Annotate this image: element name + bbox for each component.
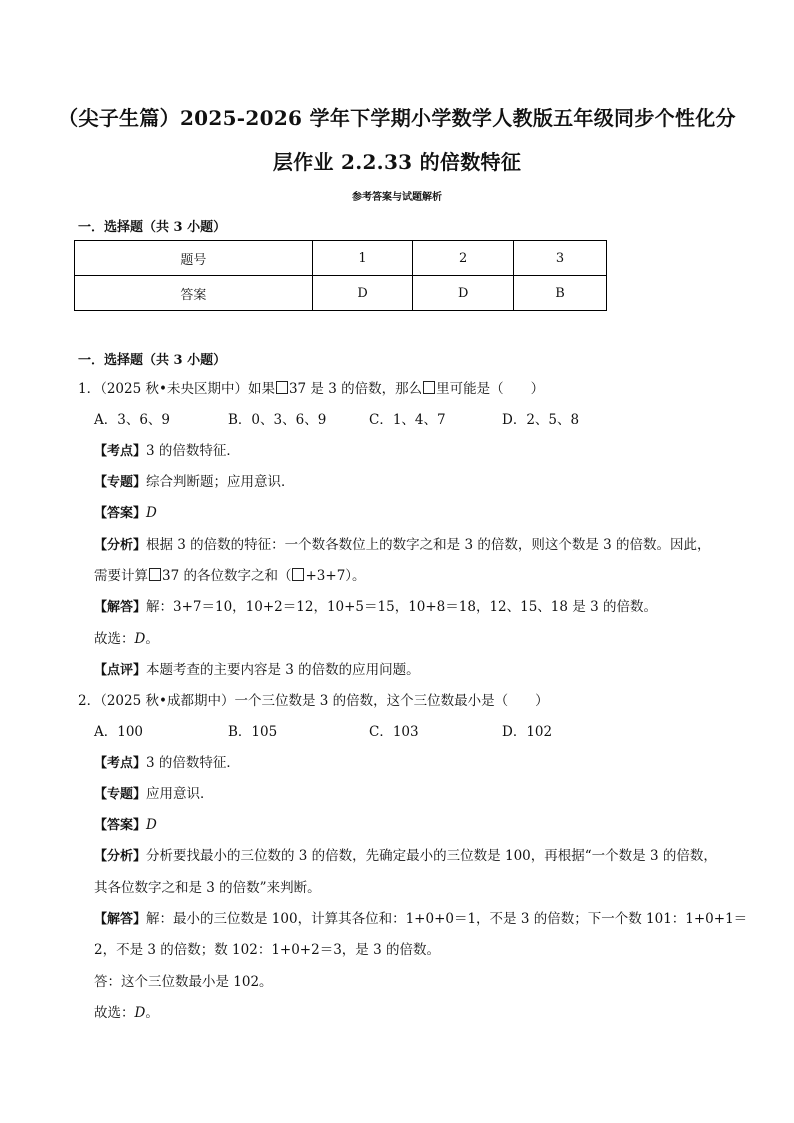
q1-dianping (94, 660, 420, 681)
q1-option-a: A．3、6、9 (94, 412, 171, 428)
blank-box-icon (276, 381, 288, 394)
answer-table-row-answer (75, 276, 607, 311)
q2-option-a: A．100 (94, 724, 144, 740)
q1-daan (94, 503, 157, 524)
q1-guxuan (94, 629, 159, 649)
q1-option-d: D．2、5、8 (502, 412, 580, 428)
q2-stem: 2．（2025 秋•成都期中）一个三位数是 3 的倍数，这个三位数最小是（ ） (78, 693, 549, 709)
q2-daan (94, 815, 157, 836)
daan-label: 【答案】 (94, 506, 147, 521)
kaodian-label: 【考点】 (94, 444, 147, 459)
guxuan-text: 故选： (94, 631, 135, 647)
zhuanti-text: 应用意识． (146, 786, 214, 802)
q1-stem-part: 37 是 3 的倍数，那么 (288, 381, 423, 397)
q2-fenxi-line1 (94, 846, 717, 867)
fenxi-label: 【分析】 (94, 538, 147, 553)
daan-label: 【答案】 (94, 818, 147, 833)
table-cell: D (312, 276, 413, 311)
q1-stem (78, 379, 544, 399)
table-cell: 1 (312, 241, 413, 276)
q2-da: 答：这个三位数最小是 102。 (94, 974, 273, 990)
zhuanti-label: 【专题】 (94, 475, 147, 490)
q1-fenxi-line2 (94, 566, 366, 586)
jieda-label: 【解答】 (94, 912, 147, 927)
daan-text: D (146, 817, 157, 833)
q2-jieda-line1 (94, 909, 747, 930)
detail-section-heading: 一．选择题（共 3 小题） (78, 353, 227, 368)
q1-jieda (94, 597, 657, 618)
zhuanti-label: 【专题】 (94, 787, 147, 802)
guxuan-text: 。 (145, 1005, 159, 1021)
q1-kaodian (94, 441, 240, 462)
guxuan-answer: D (134, 631, 146, 647)
q1-option-c: C．1、4、7 (369, 412, 446, 428)
q1-stem-part: 里可能是（ ） (436, 381, 545, 397)
q2-guxuan (94, 1003, 159, 1023)
q2-option-d: D．102 (502, 724, 553, 740)
kaodian-text: 3 的倍数特征． (146, 443, 240, 459)
fenxi-text: 需要计算 (94, 568, 148, 584)
guxuan-answer: D (134, 1005, 146, 1021)
q1-zhuanti (94, 472, 295, 493)
guxuan-text: 故选： (94, 1005, 135, 1021)
jieda-text: 解：3+7＝10，10+2＝12，10+5＝15，10+8＝18，12、15、18 是 3 的倍数。 (146, 599, 657, 615)
document-title-line2: 层作业 2.2.33 的倍数特征 (272, 150, 522, 174)
table-cell: D (413, 276, 514, 311)
table-cell: 答案 (75, 276, 313, 311)
fenxi-label: 【分析】 (94, 849, 147, 864)
q2-option-c: C．103 (369, 724, 419, 740)
guxuan-text: 。 (145, 631, 159, 647)
jieda-text: 解：最小的三位数是 100，计算其各位和：1+0+0＝1，不是 3 的倍数；下一个数 101：1+0+1＝ (146, 911, 748, 927)
kaodian-text: 3 的倍数特征． (146, 755, 240, 771)
dianping-label: 【点评】 (94, 663, 147, 678)
document-title-line1: （尖子生篇）2025-2026 学年下学期小学数学人教版五年级同步个性化分 (58, 106, 736, 130)
fenxi-text: 分析要找最小的三位数的 3 的倍数，先确定最小的三位数是 100，再根据“一个数是 3 的倍数， (146, 848, 717, 864)
q1-fenxi-line1 (94, 535, 711, 556)
dianping-text: 本题考查的主要内容是 3 的倍数的应用问题。 (146, 662, 420, 678)
blank-box-icon (149, 568, 161, 581)
answer-section-heading: 一．选择题（共 3 小题） (78, 220, 227, 235)
q1-option-b: B．0、3、6、9 (228, 412, 327, 428)
answer-table (74, 240, 607, 311)
answer-table-row-number (75, 241, 607, 276)
blank-box-icon (292, 568, 304, 581)
table-cell: 题号 (75, 241, 313, 276)
blank-box-icon (423, 381, 435, 394)
q2-zhuanti (94, 784, 214, 805)
table-cell: 3 (514, 241, 607, 276)
document-subtitle: 参考答案与试题解析 (352, 192, 442, 203)
q1-stem-part: 1．（2025 秋•未央区期中）如果 (78, 381, 275, 397)
table-cell: B (514, 276, 607, 311)
zhuanti-text: 综合判断题；应用意识． (146, 474, 295, 490)
q2-kaodian (94, 753, 240, 774)
fenxi-text: +3+7）。 (305, 568, 366, 584)
q2-fenxi-line2: 其各位数字之和是 3 的倍数”来判断。 (94, 880, 321, 896)
fenxi-text: 根据 3 的倍数的特征：一个数各数位上的数字之和是 3 的倍数，则这个数是 3 的倍数。因此， (146, 537, 711, 553)
table-cell: 2 (413, 241, 514, 276)
q2-jieda-line2: 2，不是 3 的倍数；数 102：1+0+2＝3，是 3 的倍数。 (94, 942, 440, 958)
fenxi-text: 37 的各位数字之和（ (162, 568, 292, 584)
jieda-label: 【解答】 (94, 600, 147, 615)
daan-text: D (146, 505, 157, 521)
kaodian-label: 【考点】 (94, 756, 147, 771)
q2-option-b: B．105 (228, 724, 278, 740)
